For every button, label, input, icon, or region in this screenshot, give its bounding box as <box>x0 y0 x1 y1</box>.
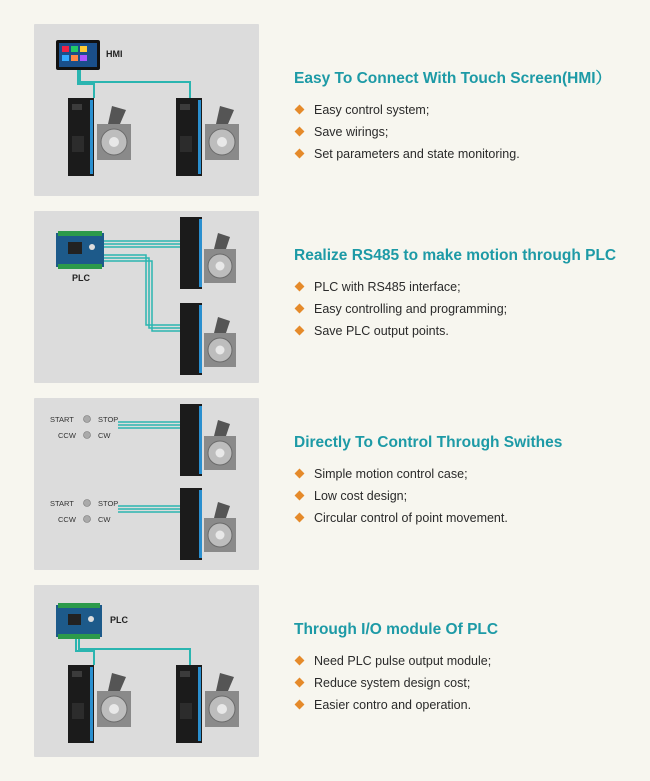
servo-motor-icon <box>204 502 236 552</box>
diagram-plc-io <box>34 585 259 757</box>
diamond-bullet-icon <box>295 700 305 710</box>
servo-drive-icon <box>68 665 94 743</box>
diamond-bullet-icon <box>295 469 305 479</box>
servo-motor-icon <box>204 317 236 367</box>
diamond-bullet-icon <box>295 127 305 137</box>
hmi-screen-icon <box>56 40 100 70</box>
bullet-item: Circular control of point movement. <box>294 510 634 532</box>
servo-drive-icon <box>180 303 202 375</box>
diagram-plc-rs485 <box>34 211 259 383</box>
bullet-item: Reduce system design cost; <box>294 675 634 697</box>
servo-motor-icon <box>204 420 236 470</box>
bullet-item: Easier contro and operation. <box>294 697 634 719</box>
servo-motor-icon <box>205 673 239 727</box>
diagram-switches <box>34 398 259 570</box>
section-title: Realize RS485 to make motion through PLC <box>294 247 617 264</box>
bullet-item: Save wirings; <box>294 124 634 146</box>
diamond-bullet-icon <box>295 326 305 336</box>
diamond-bullet-icon <box>295 513 305 523</box>
cw-label: CW <box>98 515 111 524</box>
servo-motor-icon <box>204 233 236 283</box>
stop-label: STOP <box>98 415 119 424</box>
servo-drive-icon <box>176 665 202 743</box>
diamond-bullet-icon <box>295 304 305 314</box>
section-title: Directly To Control Through Swithes <box>294 434 563 451</box>
bullet-item: Low cost design; <box>294 488 634 510</box>
diamond-bullet-icon <box>295 491 305 501</box>
servo-drive-icon <box>180 488 202 560</box>
plc-label: PLC <box>110 615 128 625</box>
bullet-item: Simple motion control case; <box>294 466 634 488</box>
plc-board-icon <box>56 603 102 639</box>
bullet-item: Set parameters and state monitoring. <box>294 146 634 168</box>
stop-label: STOP <box>98 499 119 508</box>
ccw-label: CCW <box>58 515 76 524</box>
bullet-item: Need PLC pulse output module; <box>294 653 634 675</box>
servo-drive-icon <box>68 98 94 176</box>
plc-label: PLC <box>72 273 90 283</box>
section-title: Through I/O module Of PLC <box>294 621 499 638</box>
cw-label: CW <box>98 431 111 440</box>
section-title: Easy To Connect With Touch Screen(HMI） <box>294 70 612 87</box>
diagram-hmi <box>34 24 259 196</box>
switch-icon <box>84 416 91 523</box>
servo-motor-icon <box>205 106 239 160</box>
plc-board-icon <box>56 231 104 269</box>
servo-motor-icon <box>97 106 131 160</box>
bullet-item: Easy control system; <box>294 102 634 124</box>
diamond-bullet-icon <box>295 656 305 666</box>
hmi-label: HMI <box>106 49 123 59</box>
bullet-item: PLC with RS485 interface; <box>294 279 634 301</box>
bullet-item: Save PLC output points. <box>294 323 634 345</box>
start-label: START <box>50 499 74 508</box>
ccw-label: CCW <box>58 431 76 440</box>
servo-drive-icon <box>180 404 202 476</box>
diamond-bullet-icon <box>295 105 305 115</box>
servo-drive-icon <box>176 98 202 176</box>
start-label: START <box>50 415 74 424</box>
servo-motor-icon <box>97 673 131 727</box>
diamond-bullet-icon <box>295 678 305 688</box>
bullet-item: Easy controlling and programming; <box>294 301 634 323</box>
diamond-bullet-icon <box>295 149 305 159</box>
diamond-bullet-icon <box>295 282 305 292</box>
servo-drive-icon <box>180 217 202 289</box>
